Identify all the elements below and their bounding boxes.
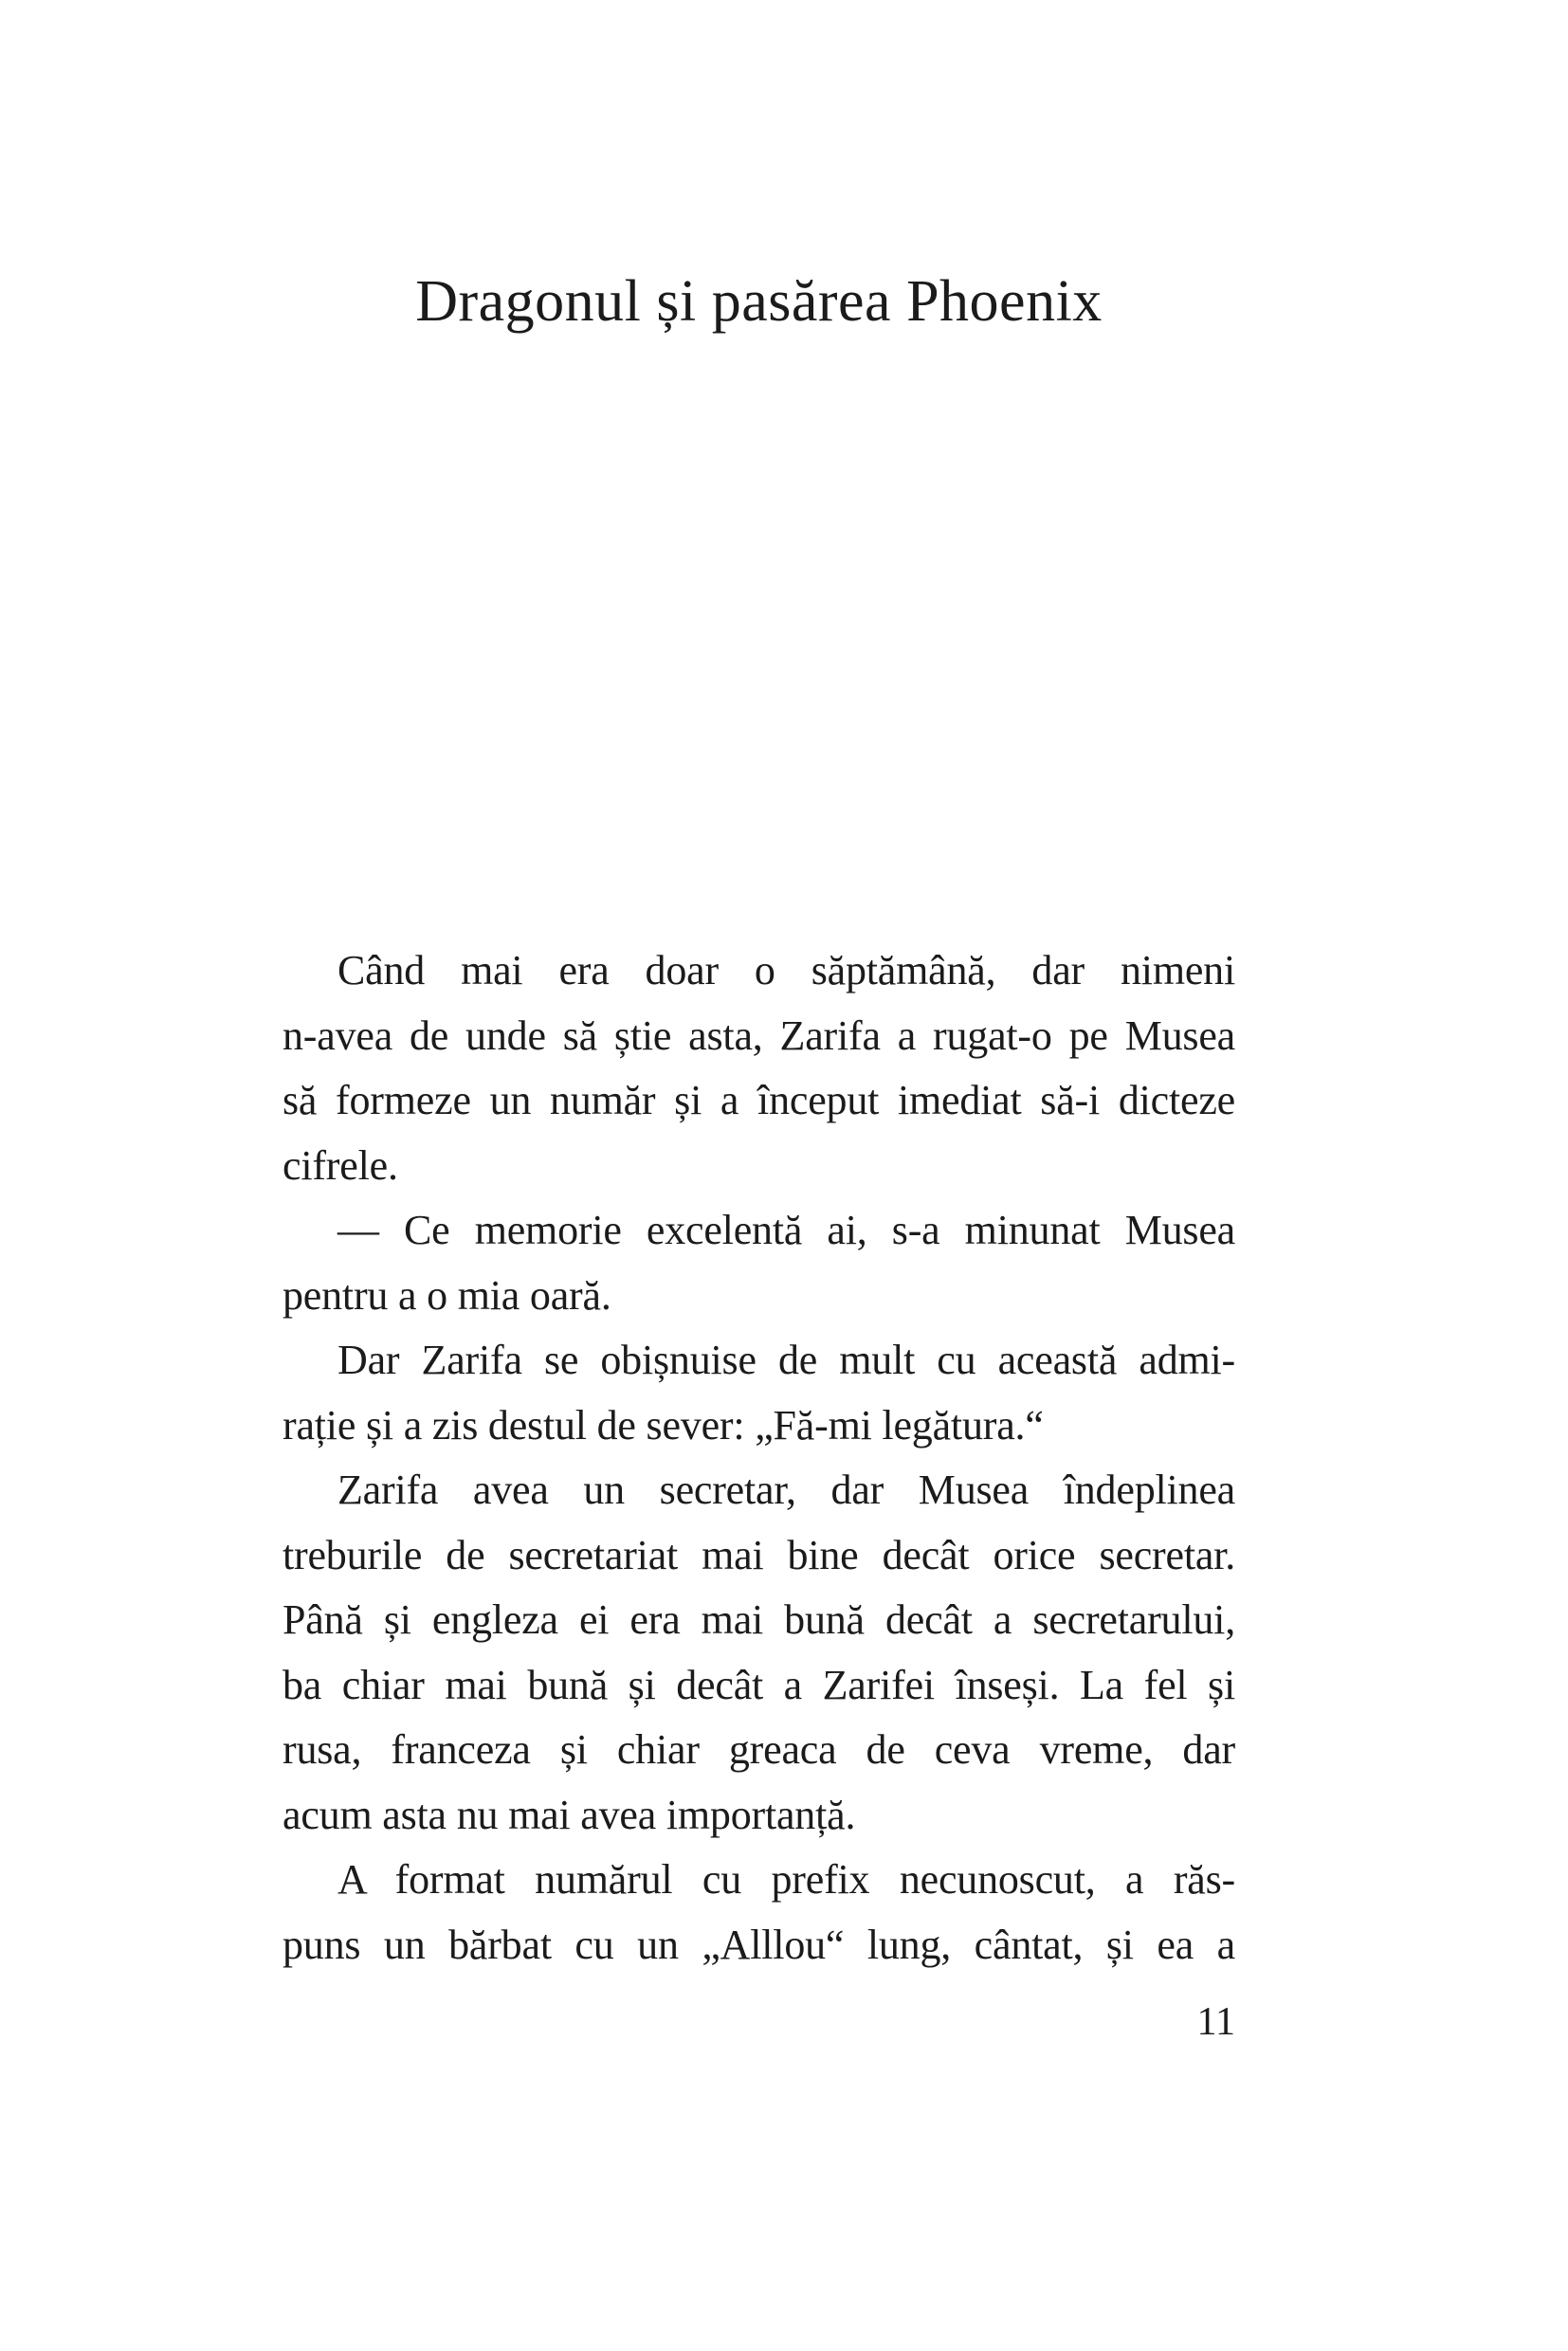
chapter-title: Dragonul și pasărea Phoenix	[415, 269, 1103, 334]
text-line: treburile de secretariat mai bine decât orice secretar.	[283, 1531, 1235, 1578]
text-line: Până și engleza ei era mai bună decât a secretarului,	[283, 1596, 1235, 1643]
text-line: rusa, franceza și chiar greaca de ceva vreme, dar	[283, 1726, 1235, 1773]
text-line: să formeze un număr și a început imediat să-i dicteze	[283, 1077, 1235, 1123]
text-line: n-avea de unde să știe asta, Zarifa a rugat-o pe Musea	[283, 1011, 1235, 1059]
text-line: Zarifa avea un secretar, dar Musea îndeplinea	[337, 1467, 1235, 1513]
text-line: puns un bărbat cu un „Alllou“ lung, cântat, și ea a	[283, 1921, 1235, 1968]
page-number: 11	[1196, 2000, 1235, 2044]
text-line: pentru a o mia oară.	[283, 1271, 611, 1319]
text-line: Dar Zarifa se obișnuise de mult cu această admi-	[337, 1337, 1235, 1383]
text-line: Când mai era doar o săptămână, dar nimeni	[337, 947, 1235, 993]
body-text	[283, 939, 1235, 1977]
text-line: — Ce memorie excelentă ai, s-a minunat Musea	[337, 1207, 1235, 1253]
text-line: acum asta nu mai avea importanță.	[283, 1791, 856, 1838]
text-line: cifrele.	[283, 1141, 398, 1189]
text-line: rație și a zis destul de sever: „Fă-mi legătura.“	[283, 1401, 1044, 1449]
text-line: A format numărul cu prefix necunoscut, a răs-	[337, 1856, 1235, 1903]
text-line: ba chiar mai bună și decât a Zarifei înseși. La fel și	[283, 1661, 1235, 1708]
